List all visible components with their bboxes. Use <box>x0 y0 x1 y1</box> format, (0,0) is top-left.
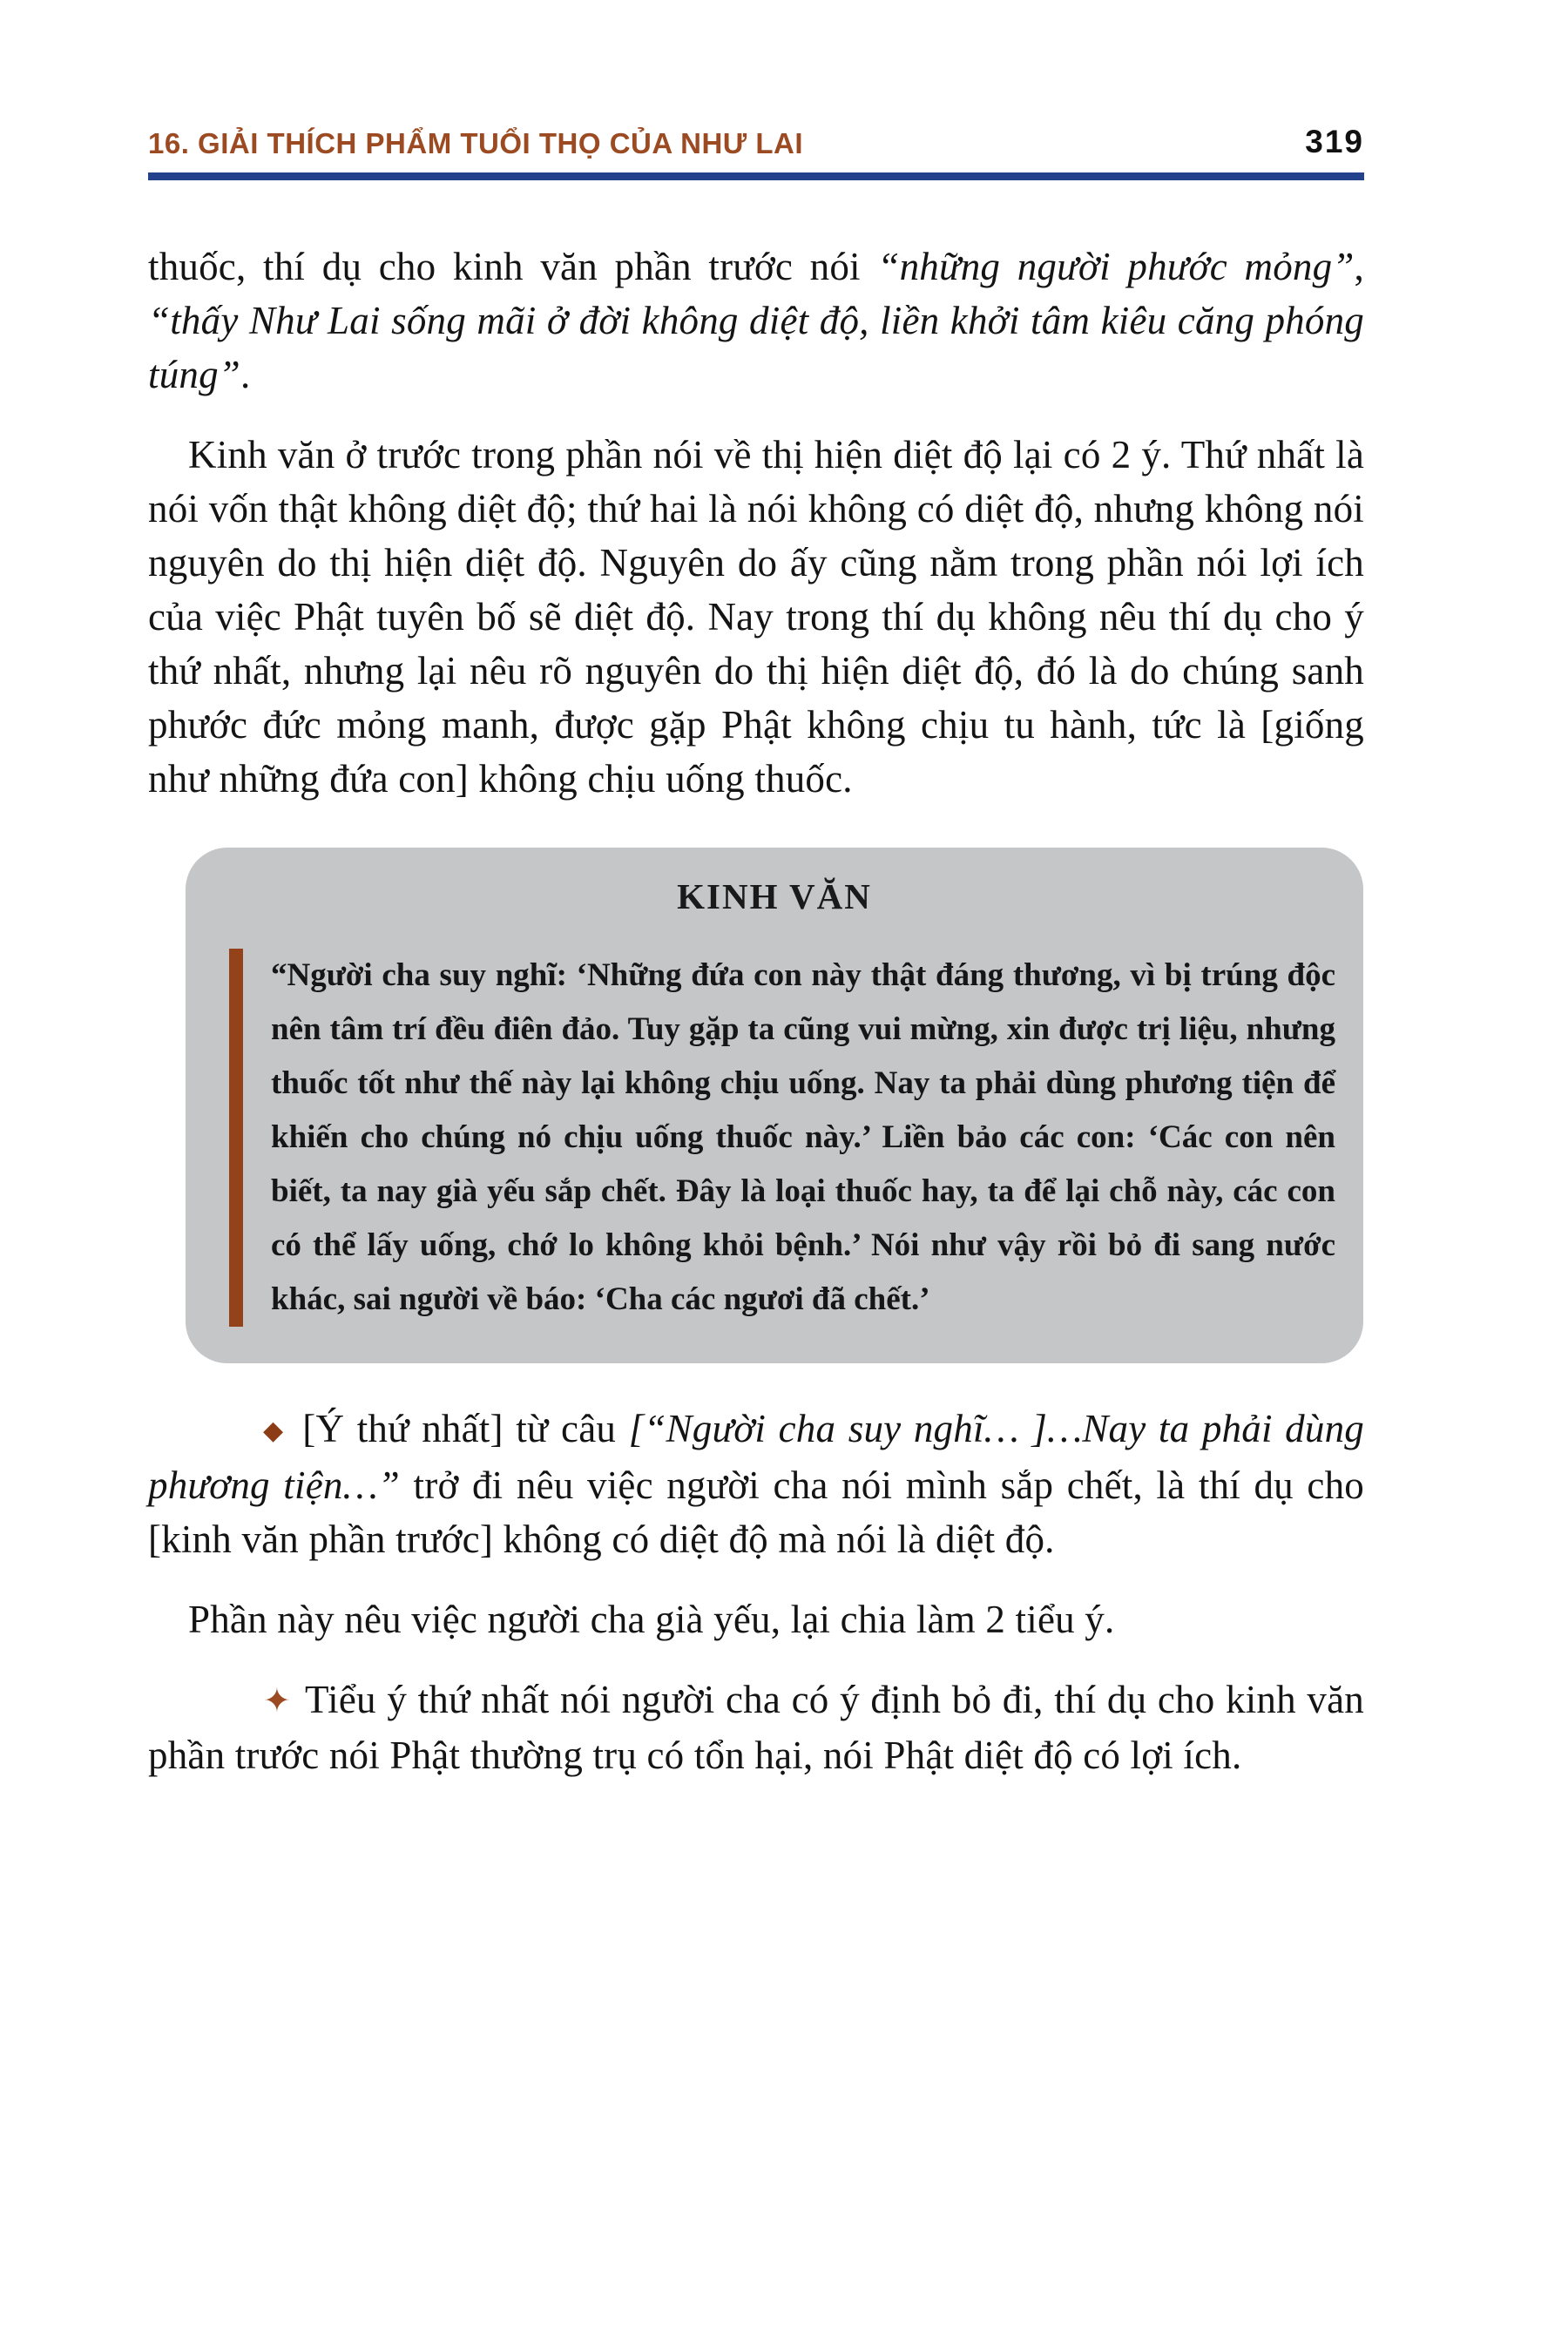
star-bullet-icon: ✦ <box>263 1683 292 1720</box>
chapter-title: 16. GIẢI THÍCH PHẨM TUỔI THỌ CỦA NHƯ LAI <box>148 127 803 159</box>
paragraph <box>148 1402 1364 1566</box>
paragraph <box>148 240 1364 402</box>
text-segment: [Ý thứ nhất] từ câu <box>302 1407 629 1450</box>
text-segment: . <box>240 353 251 396</box>
text-segment: Phần này nêu việc người cha già yếu, lại chia làm 2 tiểu ý. <box>188 1598 1115 1641</box>
page-content <box>148 124 1364 1808</box>
text-segment: , <box>1354 245 1364 288</box>
paragraph <box>148 1673 1364 1782</box>
text-segment: “những người phước mỏng” <box>877 245 1355 288</box>
paragraph <box>148 428 1364 806</box>
text-segment: [“Người cha suy nghĩ… ]…Nay ta phải dùng phương tiện…” <box>148 1407 1364 1507</box>
body-text <box>148 240 1364 1782</box>
text-segment: “thấy Như Lai sống mãi ở đời không diệt độ, liền khởi tâm kiêu căng phóng túng” <box>148 299 1364 396</box>
paragraph <box>148 1592 1364 1646</box>
text-segment: thuốc, thí dụ cho kinh văn phần trước nói <box>148 245 878 288</box>
sutra-quote: “Người cha suy nghĩ: ‘Những đứa con này thật đáng thương, vì bị trúng độc nên tâm trí đều điên đảo. Tuy gặp ta cũng vui mừng, xin được trị liệu, nhưng thuốc tốt như thế này lại không chịu uống. Nay ta phải dùng phương tiện để khiến cho chúng nó chịu uống thuốc này.’ Liền bảo các con: ‘Các con nên biết, ta nay già yếu sắp chết. Đây là loại thuốc hay, ta để lại chỗ này, các con có thể lấy uống, chớ lo không khỏi bệnh.’ Nói như vậy rồi bỏ đi sang nước khác, sai người về báo: ‘Cha các ngươi đã chết.’ <box>229 949 1335 1327</box>
text-segment: Kinh văn ở trước trong phần nói về thị hiện diệt độ lại có 2 ý. Thứ nhất là nói vốn thật không diệt độ; thứ hai là nói không có diệt độ, nhưng không nói nguyên do thị hiện diệt độ. Nguyên do ấy cũng nằm trong phần nói lợi ích của việc Phật tuyên bố sẽ diệt độ. Nay trong thí dụ không nêu thí dụ cho ý thứ nhất, nhưng lại nêu rõ nguyên do thị hiện diệt độ, đó là do chúng sanh phước đức mỏng manh, được gặp Phật không chịu tu hành, tức là [giống như những đứa con] không chịu uống thuốc. <box>148 433 1364 801</box>
paragraphs-after-box <box>148 1402 1364 1782</box>
kinh-van-box <box>186 848 1363 1363</box>
text-segment: trở đi nêu việc người cha nói mình sắp chết, là thí dụ cho [kinh văn phần trước] không có diệt độ mà nói là diệt độ. <box>148 1463 1364 1561</box>
paragraphs-before-box <box>148 240 1364 806</box>
running-header <box>148 124 1364 180</box>
diamond-bullet-icon: ◆ <box>263 1416 284 1445</box>
kinh-van-box-title: KINH VĂN <box>677 876 872 916</box>
page-number: 319 <box>1305 124 1364 159</box>
text-segment: Tiểu ý thứ nhất nói người cha có ý định bỏ đi, thí dụ cho kinh văn phần trước nói Phật thường trụ có tổn hại, nói Phật diệt độ có lợi ích. <box>148 1678 1364 1777</box>
